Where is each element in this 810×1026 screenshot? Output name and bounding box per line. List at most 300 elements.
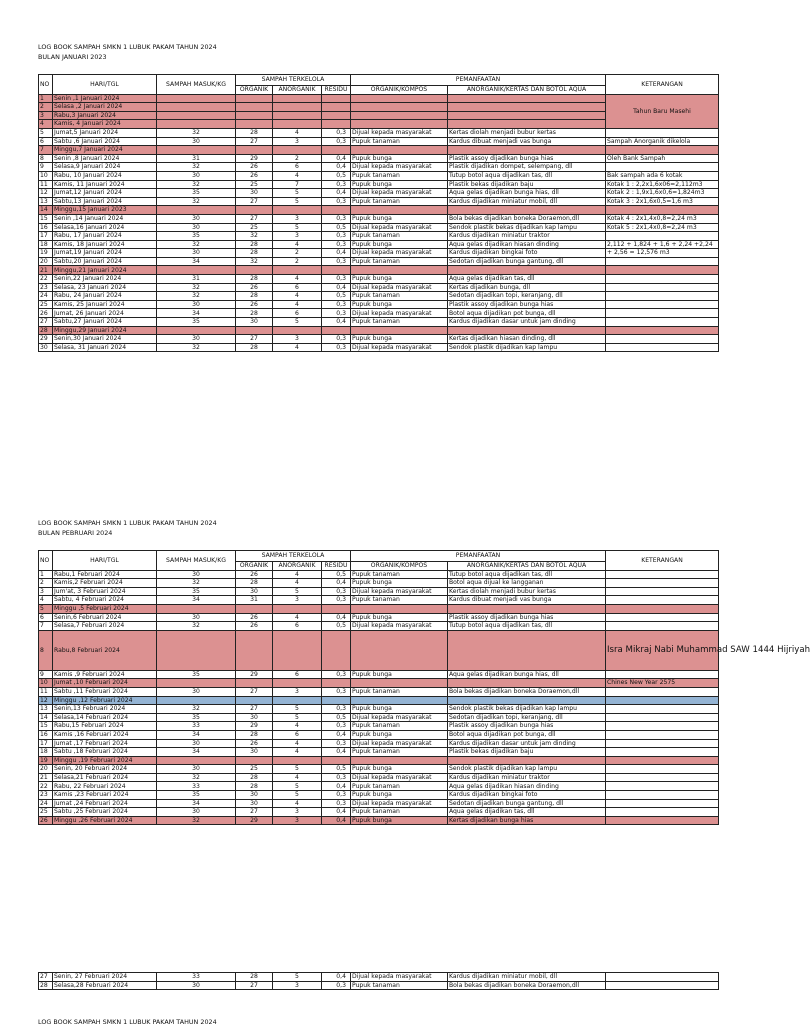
row-number: 21: [39, 773, 53, 782]
anorganik-kertas-value: Kardus dijadikan bingkai foto: [448, 249, 606, 258]
anorganik-value: 6: [273, 730, 322, 739]
residu-value: 0,3: [322, 180, 351, 189]
residu-value: 0,3: [322, 739, 351, 748]
sampah-masuk-value: [157, 120, 236, 129]
row-number: 1: [39, 94, 53, 103]
row-day: Rabu,1 Februari 2024: [53, 570, 157, 579]
row-day: Jumat,12 Januari 2024: [53, 189, 157, 198]
anorganik-value: [273, 630, 322, 670]
table-row: [39, 171, 719, 180]
row-day: Rabu, 10 Januari 2024: [53, 171, 157, 180]
residu-value: 0,3: [322, 257, 351, 266]
anorganik-kertas-value: Sendok plastik bekas dijadikan kap lampu: [448, 223, 606, 232]
anorganik-kertas-value: Aqua gelas dijadikan hiasan dinding: [448, 782, 606, 791]
anorganik-value: 4: [273, 579, 322, 588]
sampah-masuk-value: [157, 94, 236, 103]
keterangan-value: [606, 730, 719, 739]
table-row: [39, 705, 719, 714]
row-day: Minggu,15 Januari 2023: [53, 206, 157, 215]
anorganik-kertas-value: Aqua gelas dijadikan hiasan dinding: [448, 240, 606, 249]
row-number: 15: [39, 722, 53, 731]
residu-value: 0,3: [322, 722, 351, 731]
keterangan-value: [606, 163, 719, 172]
table-row: [39, 94, 719, 103]
anorganik-kertas-value: [448, 326, 606, 335]
row-day: Kamis,2 Februari 2024: [53, 579, 157, 588]
row-number: 16: [39, 730, 53, 739]
anorganik-value: 3: [273, 687, 322, 696]
row-number: 19: [39, 249, 53, 258]
residu-value: 0,5: [322, 223, 351, 232]
anorganik-kertas-value: Plastik assoy dijadikan bunga hias: [448, 613, 606, 622]
organik-value: 28: [236, 343, 273, 352]
row-number: 6: [39, 613, 53, 622]
header-residu: RESIDU: [322, 86, 351, 95]
organik-value: [236, 146, 273, 155]
header-organik-kompos: ORGANIK/KOMPOS: [351, 562, 448, 571]
header-pemanfaatan: PEMANFAATAN: [351, 551, 606, 562]
table-row: [39, 318, 719, 327]
residu-value: [322, 206, 351, 215]
anorganik-kertas-value: Botol aqua dijadikan pot bunga, dll: [448, 309, 606, 318]
organik-value: 27: [236, 705, 273, 714]
residu-value: 0,4: [322, 808, 351, 817]
keterangan-value: Chines New Year 2575: [606, 679, 719, 688]
keterangan-value: [606, 587, 719, 596]
anorganik-value: 7: [273, 180, 322, 189]
anorganik-value: [273, 206, 322, 215]
organik-value: 28: [236, 730, 273, 739]
anorganik-kertas-value: Botol aqua dijual ke langganan: [448, 579, 606, 588]
organik-kompos-value: Pupuk bunga: [351, 275, 448, 284]
residu-value: 0,3: [322, 791, 351, 800]
anorganik-value: [273, 111, 322, 120]
row-day: Selasa,28 Februari 2024: [53, 981, 157, 990]
table-row: [39, 206, 719, 215]
february-rows-continued: [39, 973, 719, 990]
table-row: [39, 696, 719, 705]
february-subtitle: BULAN PEBRUARI 2024: [38, 529, 113, 537]
organik-kompos-value: [351, 103, 448, 112]
sampah-masuk-value: 32: [157, 622, 236, 631]
row-day: Jumat ,10 Februari 2024: [53, 679, 157, 688]
sampah-masuk-value: 35: [157, 670, 236, 679]
residu-value: 0,3: [322, 587, 351, 596]
february-title: LOG BOOK SAMPAH SMKN 1 LUBUK PAKAM TAHUN 2024: [38, 519, 217, 527]
organik-kompos-value: Pupuk tanaman: [351, 570, 448, 579]
organik-value: 27: [236, 197, 273, 206]
organik-kompos-value: Pupuk tanaman: [351, 232, 448, 241]
anorganik-value: 5: [273, 973, 322, 982]
row-number: 20: [39, 257, 53, 266]
row-number: 18: [39, 748, 53, 757]
residu-value: [322, 103, 351, 112]
organik-kompos-value: Pupuk bunga: [351, 791, 448, 800]
anorganik-kertas-value: Kertas diolah menjadi bubur kertas: [448, 128, 606, 137]
row-day: Kamis, 4 Januari 2024: [53, 120, 157, 129]
organik-value: 29: [236, 670, 273, 679]
sampah-masuk-value: [157, 103, 236, 112]
organik-value: 27: [236, 981, 273, 990]
anorganik-value: 3: [273, 596, 322, 605]
keterangan-value: [606, 579, 719, 588]
anorganik-kertas-value: Plastik dijadikan dompet, selempang, dll: [448, 163, 606, 172]
organik-kompos-value: [351, 146, 448, 155]
row-number: 8: [39, 630, 53, 670]
residu-value: 0,3: [322, 705, 351, 714]
sampah-masuk-value: 35: [157, 791, 236, 800]
row-number: 16: [39, 223, 53, 232]
anorganik-value: 4: [273, 739, 322, 748]
organik-value: 30: [236, 791, 273, 800]
keterangan-value: Isra Mikraj Nabi Muhammad SAW 1444 Hijriyah: [606, 630, 719, 670]
organik-value: 28: [236, 292, 273, 301]
anorganik-value: [273, 266, 322, 275]
sampah-masuk-value: 30: [157, 687, 236, 696]
organik-value: 26: [236, 622, 273, 631]
table-row: [39, 283, 719, 292]
residu-value: [322, 679, 351, 688]
anorganik-kertas-value: [448, 103, 606, 112]
organik-value: [236, 103, 273, 112]
organik-kompos-value: [351, 111, 448, 120]
anorganik-value: 5: [273, 318, 322, 327]
keterangan-value: [606, 696, 719, 705]
organik-kompos-value: Pupuk bunga: [351, 816, 448, 825]
anorganik-kertas-value: Tutup botol aqua dijadikan tas, dll: [448, 570, 606, 579]
sampah-masuk-value: 32: [157, 343, 236, 352]
organik-value: 29: [236, 816, 273, 825]
keterangan-value: [606, 335, 719, 344]
organik-kompos-value: Pupuk tanaman: [351, 782, 448, 791]
residu-value: 0,3: [322, 335, 351, 344]
organik-value: [236, 111, 273, 120]
anorganik-kertas-value: Plastik bekas dijadikan baju: [448, 748, 606, 757]
anorganik-value: 4: [273, 240, 322, 249]
keterangan-value: [606, 275, 719, 284]
row-number: 25: [39, 808, 53, 817]
anorganik-kertas-value: Aqua gelas dijadikan bunga hias, dll: [448, 189, 606, 198]
anorganik-kertas-value: Sedotan dijadikan topi, keranjang, dll: [448, 292, 606, 301]
residu-value: 0,4: [322, 579, 351, 588]
row-number: 27: [39, 973, 53, 982]
anorganik-kertas-value: Kertas dijadikan hiasan dinding, dll: [448, 335, 606, 344]
sampah-masuk-value: 34: [157, 309, 236, 318]
organik-value: 30: [236, 748, 273, 757]
anorganik-value: 5: [273, 705, 322, 714]
keterangan-value: [606, 343, 719, 352]
sampah-masuk-value: 33: [157, 973, 236, 982]
organik-value: 26: [236, 613, 273, 622]
header-terkelola: SAMPAH TERKELOLA: [236, 75, 351, 86]
keterangan-value: Kotak 5 : 2x1,4x0,8=2,24 m3: [606, 223, 719, 232]
row-number: 9: [39, 163, 53, 172]
row-day: Selasa,16 Januari 2024: [53, 223, 157, 232]
anorganik-kertas-value: [448, 266, 606, 275]
row-day: Rabu, 22 Februari 2024: [53, 782, 157, 791]
table-row: [39, 128, 719, 137]
anorganik-value: 4: [273, 773, 322, 782]
anorganik-value: 6: [273, 309, 322, 318]
header-organik: ORGANIK: [236, 562, 273, 571]
residu-value: [322, 326, 351, 335]
residu-value: [322, 756, 351, 765]
organik-kompos-value: Dijual kepada masyarakat: [351, 973, 448, 982]
table-row: [39, 249, 719, 258]
residu-value: 0,5: [322, 292, 351, 301]
organik-value: 32: [236, 257, 273, 266]
row-day: Senin,6 Februari 2024: [53, 613, 157, 622]
row-day: Kamis, 25 Januari 2024: [53, 300, 157, 309]
organik-value: [236, 120, 273, 129]
residu-value: [322, 111, 351, 120]
anorganik-value: 5: [273, 765, 322, 774]
row-number: 13: [39, 705, 53, 714]
row-day: Senin,30 Januari 2024: [53, 335, 157, 344]
anorganik-value: 3: [273, 981, 322, 990]
organik-kompos-value: [351, 326, 448, 335]
keterangan-value: [606, 687, 719, 696]
keterangan-value: [606, 670, 719, 679]
table-row: [39, 799, 719, 808]
row-number: 5: [39, 128, 53, 137]
residu-value: 0,4: [322, 189, 351, 198]
anorganik-value: 4: [273, 343, 322, 352]
sampah-masuk-value: 32: [157, 197, 236, 206]
organik-value: 27: [236, 808, 273, 817]
anorganik-value: 6: [273, 622, 322, 631]
anorganik-value: 5: [273, 197, 322, 206]
keterangan-value: [606, 799, 719, 808]
organik-value: 26: [236, 300, 273, 309]
sampah-masuk-value: 34: [157, 748, 236, 757]
row-day: Jumat,5 Januari 2024: [53, 128, 157, 137]
header-terkelola: SAMPAH TERKELOLA: [236, 551, 351, 562]
anorganik-value: 5: [273, 782, 322, 791]
organik-kompos-value: Dijual kepada masyarakat: [351, 799, 448, 808]
row-number: 26: [39, 816, 53, 825]
residu-value: 0,3: [322, 137, 351, 146]
anorganik-kertas-value: Kertas dijadikan bunga hias: [448, 816, 606, 825]
keterangan-value: Kotak 3 : 2x1,6x0,5=1,6 m3: [606, 197, 719, 206]
header-hari: HARI/TGL: [53, 75, 157, 95]
row-number: 3: [39, 587, 53, 596]
table-row: [39, 326, 719, 335]
anorganik-value: 4: [273, 570, 322, 579]
table-row: [39, 679, 719, 688]
organik-value: 28: [236, 240, 273, 249]
table-row: [39, 756, 719, 765]
sampah-masuk-value: 30: [157, 765, 236, 774]
january-log-table: [38, 74, 719, 352]
organik-kompos-value: Dijual kepada masyarakat: [351, 587, 448, 596]
row-number: 27: [39, 318, 53, 327]
anorganik-value: 2: [273, 249, 322, 258]
table-row: [39, 309, 719, 318]
row-day: Kamis, 11 Januari 2024: [53, 180, 157, 189]
sampah-masuk-value: 32: [157, 579, 236, 588]
row-number: 26: [39, 309, 53, 318]
header-no: NO: [39, 75, 53, 95]
keterangan-value: [606, 300, 719, 309]
keterangan-value: [606, 791, 719, 800]
residu-value: 0,3: [322, 240, 351, 249]
row-day: Senin,22 Januari 2024: [53, 275, 157, 284]
row-number: 28: [39, 326, 53, 335]
organik-kompos-value: Pupuk tanaman: [351, 808, 448, 817]
organik-kompos-value: Dijual kepada masyarakat: [351, 283, 448, 292]
organik-kompos-value: Pupuk tanaman: [351, 292, 448, 301]
anorganik-value: 5: [273, 713, 322, 722]
february-log-table-continued: [38, 972, 719, 990]
sampah-masuk-value: 30: [157, 223, 236, 232]
organik-value: 28: [236, 782, 273, 791]
anorganik-kertas-value: Kardus dijadikan miniatur traktor: [448, 773, 606, 782]
anorganik-kertas-value: Kardus dibuat menjadi vas bunga: [448, 137, 606, 146]
table-row: [39, 189, 719, 198]
table-row: [39, 587, 719, 596]
residu-value: 0,3: [322, 981, 351, 990]
table-row: [39, 630, 719, 670]
residu-value: 0,3: [322, 687, 351, 696]
organik-kompos-value: Pupuk bunga: [351, 765, 448, 774]
row-day: Kamis, 18 Januari 2024: [53, 240, 157, 249]
table-row: [39, 622, 719, 631]
table-row: [39, 240, 719, 249]
organik-value: 26: [236, 283, 273, 292]
table-row: [39, 335, 719, 344]
organik-value: [236, 756, 273, 765]
anorganik-value: [273, 94, 322, 103]
organik-kompos-value: Dijual kepada masyarakat: [351, 128, 448, 137]
organik-kompos-value: Dijual kepada masyarakat: [351, 249, 448, 258]
keterangan-value: [606, 318, 719, 327]
anorganik-value: 3: [273, 214, 322, 223]
residu-value: [322, 630, 351, 670]
sampah-masuk-value: 30: [157, 171, 236, 180]
table-row: [39, 670, 719, 679]
organik-value: [236, 604, 273, 613]
row-day: Senin ,1 Januari 2024: [53, 94, 157, 103]
residu-value: 0,4: [322, 730, 351, 739]
row-day: Rabu,8 Februari 2024: [53, 630, 157, 670]
anorganik-kertas-value: Kardus dijadikan miniatur mobil, dll: [448, 197, 606, 206]
keterangan-value: [606, 808, 719, 817]
organik-value: [236, 696, 273, 705]
table-header: [39, 551, 719, 571]
organik-value: 30: [236, 189, 273, 198]
organik-kompos-value: [351, 604, 448, 613]
anorganik-value: 4: [273, 748, 322, 757]
anorganik-kertas-value: [448, 111, 606, 120]
row-number: 30: [39, 343, 53, 352]
residu-value: [322, 146, 351, 155]
organik-value: 25: [236, 765, 273, 774]
residu-value: 0,3: [322, 670, 351, 679]
row-day: Senin, 27 Februari 2024: [53, 973, 157, 982]
row-day: Minggu,29 Januari 2024: [53, 326, 157, 335]
organik-value: 25: [236, 223, 273, 232]
residu-value: [322, 266, 351, 275]
row-number: 22: [39, 782, 53, 791]
residu-value: 0,4: [322, 249, 351, 258]
row-day: Sabtu,20 Januari 2024: [53, 257, 157, 266]
keterangan-value: [606, 973, 719, 982]
organik-value: 28: [236, 773, 273, 782]
table-row: [39, 604, 719, 613]
residu-value: 0,4: [322, 283, 351, 292]
sampah-masuk-value: [157, 146, 236, 155]
organik-kompos-value: Pupuk tanaman: [351, 596, 448, 605]
keterangan-value: [606, 756, 719, 765]
keterangan-value: [606, 266, 719, 275]
organik-value: [236, 679, 273, 688]
organik-kompos-value: Pupuk bunga: [351, 613, 448, 622]
header-organik: ORGANIK: [236, 86, 273, 95]
organik-kompos-value: [351, 206, 448, 215]
sampah-masuk-value: [157, 266, 236, 275]
organik-kompos-value: Pupuk tanaman: [351, 687, 448, 696]
row-day: Kamis ,16 Februari 2024: [53, 730, 157, 739]
table-row: [39, 713, 719, 722]
organik-value: 30: [236, 318, 273, 327]
anorganik-kertas-value: Sedotan dijadikan topi, keranjang, dll: [448, 713, 606, 722]
organik-value: 30: [236, 713, 273, 722]
sampah-masuk-value: 32: [157, 163, 236, 172]
organik-kompos-value: Dijual kepada masyarakat: [351, 622, 448, 631]
residu-value: 0,5: [322, 622, 351, 631]
table-row: [39, 687, 719, 696]
row-number: 1: [39, 570, 53, 579]
row-number: 20: [39, 765, 53, 774]
keterangan-value: Oleh Bank Sampah: [606, 154, 719, 163]
table-row: [39, 981, 719, 990]
table-row: [39, 214, 719, 223]
anorganik-kertas-value: Kardus dijadikan dasar untuk jam dinding: [448, 739, 606, 748]
row-day: Sabtu ,11 Februari 2024: [53, 687, 157, 696]
row-day: Selasa, 31 Januari 2024: [53, 343, 157, 352]
anorganik-value: [273, 103, 322, 112]
row-number: 28: [39, 981, 53, 990]
row-number: 24: [39, 799, 53, 808]
table-row: [39, 579, 719, 588]
residu-value: 0,5: [322, 171, 351, 180]
header-no: NO: [39, 551, 53, 571]
keterangan-value: [606, 622, 719, 631]
row-number: 4: [39, 120, 53, 129]
anorganik-value: 4: [273, 613, 322, 622]
keterangan-value: Kotak 2 : 1,9x1,6x0,6=1,824m3: [606, 189, 719, 198]
row-number: 23: [39, 791, 53, 800]
sampah-masuk-value: [157, 206, 236, 215]
residu-value: 0,4: [322, 154, 351, 163]
anorganik-kertas-value: Aqua gelas dijadikan tas, dll: [448, 808, 606, 817]
organik-value: 30: [236, 799, 273, 808]
sampah-masuk-value: [157, 111, 236, 120]
row-day: Sabtu ,25 Februari 2024: [53, 808, 157, 817]
organik-value: 28: [236, 579, 273, 588]
row-day: Sabtu, 4 Februari 2024: [53, 596, 157, 605]
row-number: 23: [39, 283, 53, 292]
residu-value: 0,5: [322, 765, 351, 774]
organik-kompos-value: Dijual kepada masyarakat: [351, 343, 448, 352]
february-rows: [39, 570, 810, 825]
row-day: Jumat, 26 Januari 2024: [53, 309, 157, 318]
organik-kompos-value: [351, 120, 448, 129]
row-day: Senin,13 Februari 2024: [53, 705, 157, 714]
residu-value: 0,3: [322, 197, 351, 206]
header-anorganik: ANORGANIK: [273, 562, 322, 571]
